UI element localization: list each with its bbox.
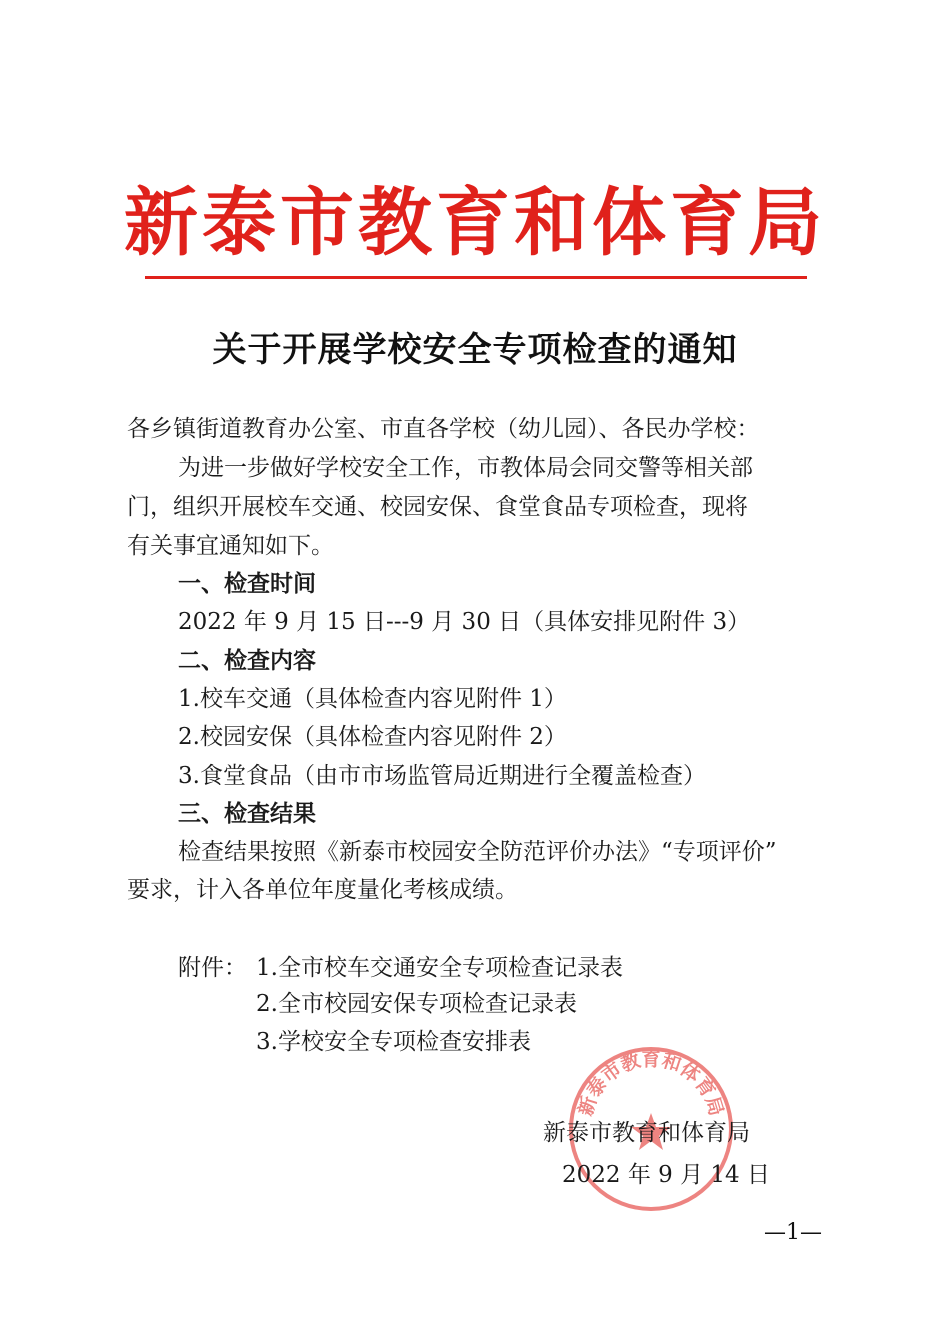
section3-text-2: 要求，计入各单位年度量化考核成绩。 bbox=[127, 877, 518, 903]
intro-line-3: 有关事宜通知如下。 bbox=[127, 533, 334, 559]
section2-item-1: 1.校车交通（具体检查内容见附件 1） bbox=[178, 686, 567, 712]
section2-item-3: 3.食堂食品（由市市场监管局近期进行全覆盖检查） bbox=[178, 763, 706, 789]
attachment-item-1: 1.全市校车交通安全专项检查记录表 bbox=[256, 955, 623, 981]
issue-date: 2022 年 9 月 14 日 bbox=[562, 1162, 770, 1188]
attachments-label: 附件： bbox=[178, 955, 247, 981]
issuer-name: 新泰市教育和体育局 bbox=[543, 1120, 750, 1146]
document-title: 关于开展学校安全专项检查的通知 bbox=[212, 330, 738, 370]
section3-heading: 三、检查结果 bbox=[178, 801, 316, 827]
masthead-red-rule bbox=[145, 276, 807, 279]
masthead-org-name: 新泰市教育和体育局 bbox=[124, 180, 826, 266]
section2-heading: 二、检查内容 bbox=[178, 648, 316, 674]
addressee: 各乡镇街道教育办公室、市直各学校（幼儿园）、各民办学校： bbox=[127, 416, 760, 442]
svg-text:新泰市教育和体育局: 新泰市教育和体育局 bbox=[574, 1048, 728, 1119]
section1-heading: 一、检查时间 bbox=[178, 571, 316, 597]
intro-line-2: 门，组织开展校车交通、校园安保、食堂食品专项检查，现将 bbox=[127, 494, 748, 520]
intro-line-1: 为进一步做好学校安全工作，市教体局会同交警等相关部 bbox=[178, 455, 753, 481]
page-number: —1— bbox=[764, 1220, 822, 1245]
attachment-item-3: 3.学校安全专项检查安排表 bbox=[256, 1029, 531, 1055]
section3-text-1: 检查结果按照《新泰市校园安全防范评价办法》“专项评价” bbox=[178, 839, 777, 865]
section2-item-2: 2.校园安保（具体检查内容见附件 2） bbox=[178, 724, 567, 750]
attachment-item-2: 2.全市校园安保专项检查记录表 bbox=[256, 991, 577, 1017]
section1-text: 2022 年 9 月 15 日---9 月 30 日（具体安排见附件 3） bbox=[178, 609, 751, 635]
